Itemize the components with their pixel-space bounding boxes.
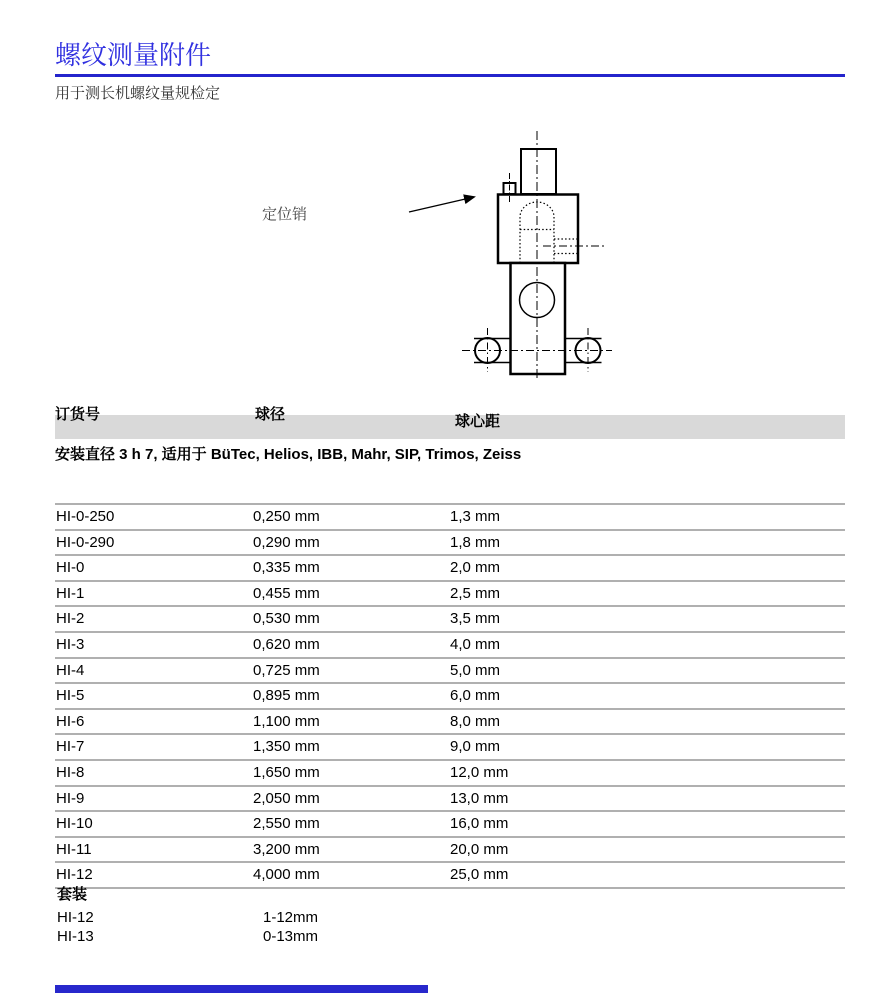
table-row (55, 529, 845, 555)
order-no: HI-10 (56, 815, 93, 833)
ball-diameter: 0,725 mm (253, 661, 320, 679)
order-no: HI-0-250 (56, 508, 115, 525)
order-no: HI-7 (56, 738, 85, 756)
ball-diameter: 1,100 mm (253, 712, 320, 730)
sets-section (57, 883, 557, 947)
table-row (55, 503, 845, 529)
range: 0-13mm (263, 928, 319, 945)
ball-center-distance: 4,0 mm (450, 635, 501, 653)
shaft-top (521, 149, 556, 194)
order-no: HI-2 (56, 610, 85, 628)
main-body (498, 195, 578, 264)
ball-center-distance: 2,5 mm (450, 584, 501, 602)
table-row (55, 605, 845, 631)
table-row (55, 708, 845, 734)
column-header-ball-diameter: 球径 (255, 406, 286, 423)
ball-diameter: 0,335 mm (253, 559, 320, 577)
order-no: HI-6 (56, 712, 85, 730)
table-row (55, 810, 845, 836)
product-table (55, 503, 845, 889)
set-row (57, 928, 557, 947)
table-row (55, 657, 845, 683)
table-row (55, 631, 845, 657)
order-no: HI-12 (57, 909, 94, 926)
column-header-ball-center-distance: 球心距 (455, 413, 501, 430)
table-header-band (55, 415, 845, 439)
ball-diameter: 0,455 mm (253, 584, 320, 602)
set-row (57, 909, 557, 928)
ball-center-distance: 20,0 mm (450, 840, 509, 858)
order-no: HI-0-290 (56, 533, 115, 551)
ball-diameter: 0,530 mm (253, 610, 320, 628)
ball-center-distance: 3,5 mm (450, 610, 501, 628)
callout-arrow (409, 197, 474, 212)
footer-accent-bar (55, 985, 428, 993)
order-no: HI-11 (56, 840, 92, 858)
ball-diameter: 1,650 mm (253, 763, 320, 781)
ball-center-distance: 1,3 mm (450, 508, 501, 525)
title-rule (55, 74, 845, 77)
ball-center-distance: 6,0 mm (450, 687, 501, 705)
ball-diameter: 4,000 mm (253, 866, 320, 884)
ball-center-distance: 25,0 mm (450, 866, 509, 884)
page-title: 螺纹测量附件 (55, 40, 212, 70)
ball-center-distance: 8,0 mm (450, 712, 501, 730)
order-no: HI-9 (56, 789, 85, 807)
order-no: HI-13 (57, 928, 94, 945)
ball-diameter: 0,250 mm (253, 508, 320, 525)
ball-diameter: 0,620 mm (253, 635, 320, 653)
ball-center-distance: 1,8 mm (450, 533, 501, 551)
page-subtitle: 用于测长机螺纹量规检定 (55, 85, 221, 102)
table-row (55, 836, 845, 862)
order-no: HI-3 (56, 635, 85, 653)
lower-column (511, 263, 566, 374)
ball-diameter: 3,200 mm (253, 840, 320, 858)
ball-diameter: 1,350 mm (253, 738, 320, 756)
ball-center-distance: 5,0 mm (450, 661, 501, 679)
order-no: HI-4 (56, 661, 85, 679)
ball-center-distance: 16,0 mm (450, 815, 509, 833)
column-header-order-no: 订货号 (55, 406, 101, 423)
order-no: HI-8 (56, 763, 85, 781)
table-row (55, 759, 845, 785)
ball-diameter: 0,290 mm (253, 533, 320, 551)
table-row (55, 682, 845, 708)
ball-diameter: 2,050 mm (253, 789, 320, 807)
table-row (55, 580, 845, 606)
ball-diameter: 0,895 mm (253, 687, 320, 705)
ball-center-distance: 2,0 mm (450, 559, 501, 577)
technical-drawing (393, 126, 635, 384)
table-row (55, 733, 845, 759)
table-row (55, 785, 845, 811)
order-no: HI-1 (56, 584, 85, 602)
ball-center-distance: 13,0 mm (450, 789, 509, 807)
ball-center-distance: 12,0 mm (450, 763, 509, 781)
order-no: HI-5 (56, 687, 85, 705)
locating-pin-label: 定位销 (262, 206, 308, 223)
mounting-diameter-note: 安装直径 3 h 7, 适用于 BüTec, Helios, IBB, Mahr, SIP, Trimos, Zeiss (55, 446, 522, 463)
order-no: HI-12 (56, 866, 93, 884)
ball-center-distance: 9,0 mm (450, 738, 501, 756)
order-no: HI-0 (56, 559, 85, 577)
table-row (55, 554, 845, 580)
range: 1-12mm (263, 909, 319, 926)
ball-diameter: 2,550 mm (253, 815, 320, 833)
sets-heading: 套装 (57, 886, 88, 903)
